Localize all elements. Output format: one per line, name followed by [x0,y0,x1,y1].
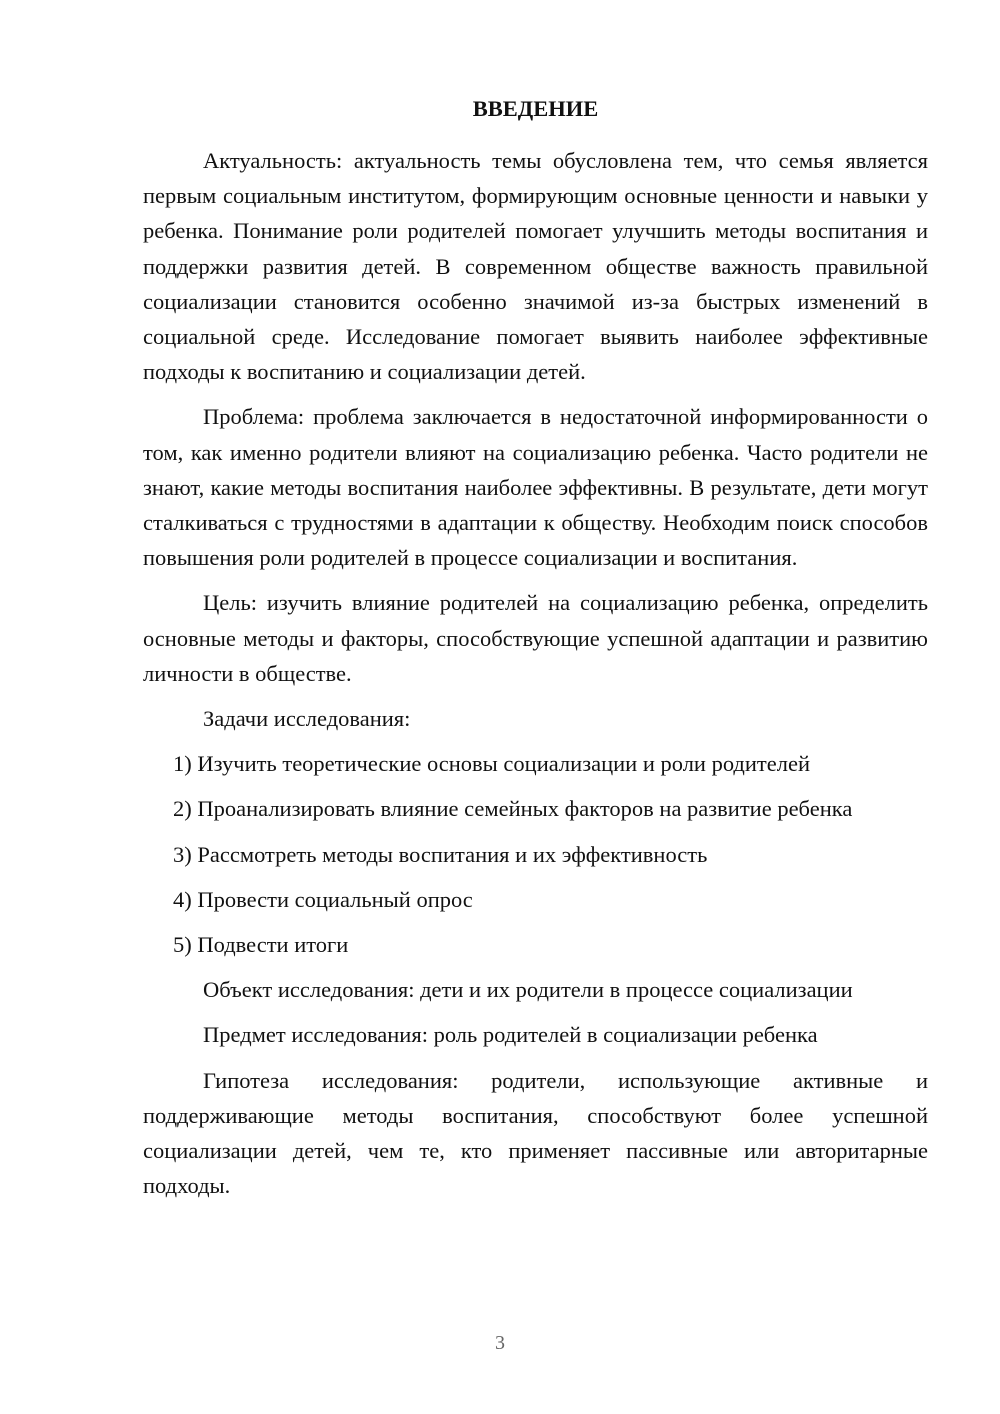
research-subject: Предмет исследования: роль родителей в социализации ребенка [203,1022,818,1048]
paragraph-relevance: Актуальность: актуальность темы обусловлена тем, что семья является первым социальным институтом, формирующим основные ценности и навыки у ребенка. Понимание роли родителей помогает улучшить методы воспитания и поддержки развития детей. В современном обществе важность правильной социализации становится особенно значимой из-за быстрых изменений в социальной среде. Исследование помогает выявить наиболее эффективные подходы к воспитанию и социализации детей. [143,148,928,385]
document-page [143,92,928,1203]
task-item-2: 2) Проанализировать влияние семейных факторов на развитие ребенка [173,796,853,822]
page-title: ВВЕДЕНИЕ [472,96,599,121]
page-number: 3 [495,1332,505,1354]
paragraph-goal: Цель: изучить влияние родителей на социализацию ребенка, определить основные методы и факторы, способствующие успешной адаптации и развитию личности в обществе. [143,590,928,686]
paragraph-problem: Проблема: проблема заключается в недостаточной информированности о том, как именно родители влияют на социализацию ребенка. Часто родители не знают, какие методы воспитания наиболее эффективны. В результате, дети могут сталкиваться с трудностями в адаптации к обществу. Необходим поиск способов повышения роли родителей в процессе социализации и воспитания. [143,404,928,571]
task-item-1: 1) Изучить теоретические основы социализации и роли родителей [173,751,810,777]
research-object: Объект исследования: дети и их родители в процессе социализации [203,977,853,1003]
tasks-heading: Задачи исследования: [203,706,411,732]
research-hypothesis: Гипотеза исследования: родители, использующие активные и поддерживающие методы воспитания, способствуют более успешной социализации детей, чем те, кто применяет пассивные или авторитарные подходы. [143,1067,928,1199]
task-item-3: 3) Рассмотреть методы воспитания и их эффективность [173,841,708,867]
task-item-4: 4) Провести социальный опрос [173,886,473,912]
task-item-5: 5) Подвести итоги [173,932,349,958]
